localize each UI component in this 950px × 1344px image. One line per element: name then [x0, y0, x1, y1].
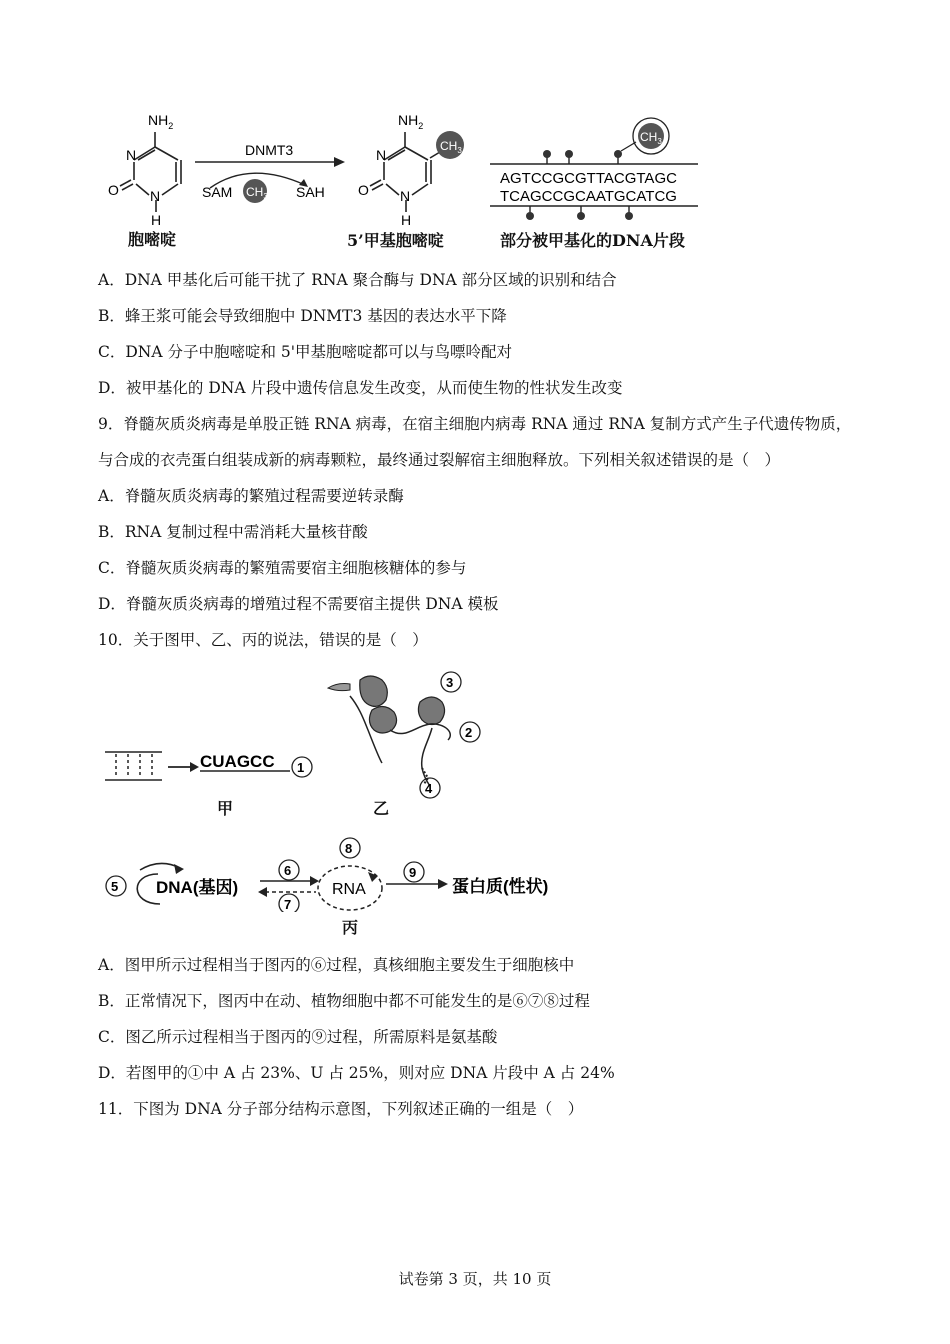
svg-text:6: 6 [284, 863, 292, 878]
q8-option-a: A．DNA 甲基化后可能干扰了 RNA 聚合酶与 DNA 部分区域的识别和结合 [98, 271, 617, 289]
q10-stem: 10．关于图甲、乙、丙的说法，错误的是（ ） [98, 631, 428, 649]
q10-option-d: D．若图甲的①中 A 占 23%、U 占 25%，则对应 DNA 片段中 A 占 24% [98, 1064, 615, 1082]
caption-fragment: 部分被甲基化的DNA片段 [500, 231, 685, 250]
bing-protein: 蛋白质(性状) [452, 877, 549, 896]
svg-text:7: 7 [284, 897, 292, 912]
q9-option-d: D．脊髓灰质炎病毒的增殖过程不需要宿主提供 DNA 模板 [98, 595, 499, 613]
q9-option-a: A．脊髓灰质炎病毒的繁殖过程需要逆转录酶 [98, 487, 404, 505]
label-bing: 丙 [342, 918, 359, 937]
dna-fragment [490, 118, 698, 220]
bing-dna: DNA(基因) [156, 878, 239, 897]
figure-jia [100, 740, 330, 820]
page-footer: 试卷第 3 页，共 10 页 [398, 1270, 552, 1288]
q9-option-b: B．RNA 复制过程中需消耗大量核苷酸 [98, 523, 368, 541]
caption-cytosine: 胞嘧啶 [128, 230, 177, 249]
cyt-h: H [151, 212, 162, 228]
label-yi: 乙 [373, 799, 390, 818]
q8-option-c: C．DNA 分子中胞嘧啶和 5'甲基胞嘧啶都可以与鸟嘌呤配对 [98, 343, 513, 361]
q9-stem-line1: 9．脊髓灰质炎病毒是单股正链 RNA 病毒，在宿主细胞内病毒 RNA 通过 RNA 复制方式产生子代遗传物质， [98, 415, 852, 433]
enzyme-label: DNMT3 [245, 142, 294, 158]
svg-text:4: 4 [425, 781, 433, 796]
figure-yi [320, 668, 490, 808]
mc-o: O [358, 182, 369, 198]
q9-option-c: C．脊髓灰质炎病毒的繁殖需要宿主细胞核糖体的参与 [98, 559, 467, 577]
label-jia: 甲 [217, 799, 234, 818]
svg-text:5: 5 [111, 879, 119, 894]
q10-option-b: B．正常情况下，图丙中在动、植物细胞中都不可能发生的是⑥⑦⑧过程 [98, 992, 590, 1010]
svg-text:9: 9 [409, 865, 417, 880]
svg-text:1: 1 [297, 760, 305, 775]
svg-text:CH3: $CH_3$ [640, 130, 662, 146]
cyt-n1: N [150, 188, 161, 204]
svg-text:8: 8 [345, 841, 353, 856]
mc-n3: N [376, 147, 387, 163]
reaction-arrowhead [334, 157, 345, 167]
svg-text:CH3: $CH_3$ [440, 139, 462, 155]
jia-sequence: CUAGCC [200, 752, 275, 771]
svg-text:CH3: $CH_3$ [246, 185, 268, 201]
mc-n1: N [400, 188, 411, 204]
mc-nh2: $NH_2$ [398, 112, 424, 131]
cyt-nh2: $NH_2$ [148, 112, 174, 131]
mc-h: H [401, 212, 412, 228]
cyt-n3: N [126, 147, 137, 163]
q10-option-c: C．图乙所示过程相当于图丙的⑨过程，所需原料是氨基酸 [98, 1028, 498, 1046]
sam-label: SAM [202, 184, 233, 200]
seq-bottom: TCAGCCGCAATGCATCG [500, 188, 677, 205]
svg-text:2: 2 [465, 725, 473, 740]
caption-methylcytosine: 5’甲基胞嘧啶 [347, 231, 444, 250]
q9-stem-line2: 与合成的衣壳蛋白组装成新的病毒颗粒，最终通过裂解宿主细胞释放。下列相关叙述错误的是（ ） [98, 451, 781, 469]
q10-option-a: A．图甲所示过程相当于图丙的⑥过程，真核细胞主要发生于细胞核中 [98, 956, 575, 974]
figure-bing [100, 832, 580, 912]
q8-option-d: D．被甲基化的 DNA 片段中遗传信息发生改变，从而使生物的性状发生改变 [98, 379, 623, 397]
cyt-o: O [108, 182, 119, 198]
q11-stem: 11．下图为 DNA 分子部分结构示意图，下列叙述正确的一组是（ ） [98, 1100, 584, 1118]
seq-top: AGTCCGCGTTACGTAGC [500, 170, 677, 187]
svg-text:3: 3 [446, 675, 454, 690]
q8-option-b: B．蜂王浆可能会导致细胞中 DNMT3 基因的表达水平下降 [98, 307, 507, 325]
sah-label: SAH [296, 184, 325, 200]
bing-rna: RNA [332, 881, 366, 898]
